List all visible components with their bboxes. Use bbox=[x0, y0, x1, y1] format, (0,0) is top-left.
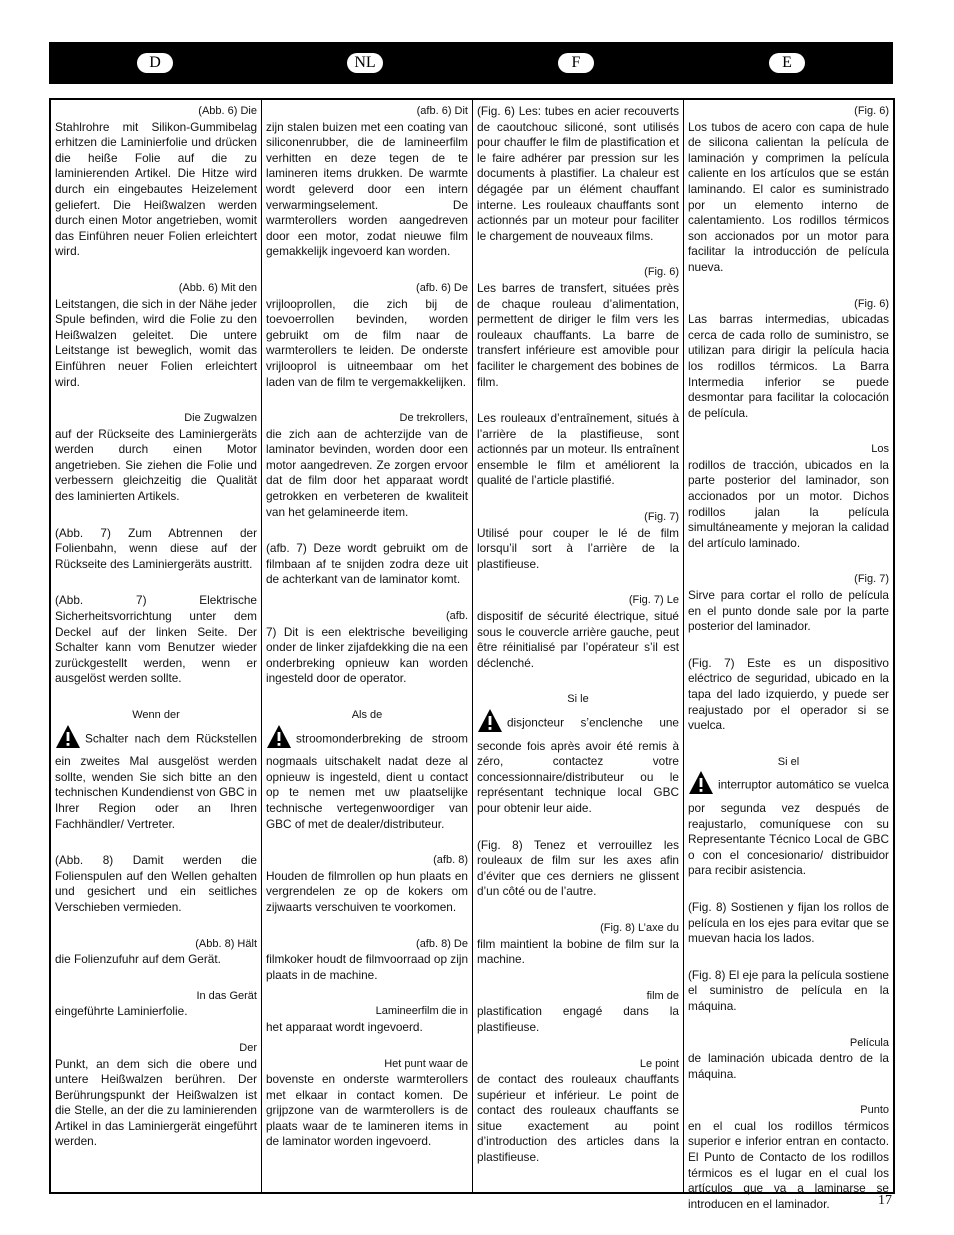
paragraph-head: (Fig. 6) bbox=[644, 266, 679, 279]
paragraph bbox=[688, 104, 889, 276]
paragraph-text: (Fig. 8) Tenez et verrouillez les rouleaux de film sur les axes afin d’éviter que ces derniers ne glissent d’un côté ou de l’autre. bbox=[477, 837, 679, 899]
paragraph-text: Las barras intermedias, ubicadas cerca de cada rollo de suministro, se utilizan para dirigir la película hacia los rodillos térmicos. La Barra Intermedia inferior se puede desmontar para facilitar la colocación de película. bbox=[688, 312, 889, 420]
paragraph bbox=[477, 989, 679, 1036]
paragraph bbox=[688, 1103, 889, 1212]
paragraph-head: Het punt waar de bbox=[384, 1057, 468, 1070]
paragraph-head: Película bbox=[849, 1036, 889, 1049]
warning-triangle-icon bbox=[688, 770, 714, 801]
lang-label-es: E bbox=[769, 53, 805, 73]
column-german bbox=[51, 100, 261, 1192]
paragraph bbox=[477, 921, 679, 968]
warning-triangle-icon bbox=[477, 708, 503, 739]
paragraph-head: Als de bbox=[351, 709, 383, 721]
paragraph bbox=[55, 708, 257, 832]
paragraph bbox=[266, 104, 468, 260]
lang-label-de: D bbox=[137, 53, 173, 73]
paragraph-text: Les barres de transfert, situées près de chaque rouleau d’alimentation, permettent de diriger le film vers les rouleaux chauffants. La barre de transfert inférieure est amovible pour faciliter le chargement des bobines de film. bbox=[477, 280, 679, 389]
paragraph-head: film de bbox=[646, 989, 679, 1002]
paragraph-head: (Fig. 7) bbox=[854, 573, 889, 586]
paragraph-text: plastification engagé dans la plastifieuse. bbox=[477, 1004, 679, 1034]
paragraph-head: Wenn der bbox=[132, 709, 180, 721]
paragraph bbox=[266, 853, 468, 915]
paragraph-head: (Abb. 8) Hält bbox=[195, 937, 257, 950]
paragraph-head: Los bbox=[871, 443, 889, 456]
paragraph-text: bovenste en onderste warmterollers met elkaar in contact komen. De grijpzone van de warmterollers is de plaats waar de te lamineren items in de laminator worden ingevoerd. bbox=[266, 1072, 468, 1149]
paragraph bbox=[55, 937, 257, 968]
paragraph-head: Der bbox=[239, 1041, 257, 1054]
paragraph-text: dispositif de sécurité électrique, situé sous le couvercle arrière gauche, peut être réinitialisé par l’opérateur s’il est déclenché. bbox=[477, 609, 679, 670]
paragraph bbox=[55, 526, 257, 573]
language-header-bar bbox=[49, 42, 893, 84]
paragraph-text: disjoncteur s’enclenche une seconde fois après avoir été remis à zéro, contactez votre concessionnaire/distributeur ou le représentant technique local GBC pour obtenir leur aide. bbox=[477, 715, 679, 815]
paragraph-text: (afb. 7) Deze wordt gebruikt om de filmbaan af te snijden zodra deze uit de achterkant van de laminator komt. bbox=[266, 541, 468, 587]
paragraph-text: het apparaat wordt ingevoerd. bbox=[266, 1019, 423, 1034]
paragraph bbox=[266, 609, 468, 687]
paragraph-text: (Fig. 8) El eje para la película sostiene el suministro de película en la máquina. bbox=[688, 967, 889, 1013]
paragraph bbox=[477, 1057, 679, 1166]
warning-triangle-icon bbox=[266, 724, 292, 755]
paragraph-head: (Abb. 6) Die bbox=[198, 105, 257, 117]
paragraph-head: In das Gerät bbox=[196, 989, 257, 1002]
paragraph bbox=[55, 853, 257, 915]
paragraph-text: rodillos de tracción, ubicados en la parte posterior del laminador, son accionados por un motor. Dichos rodillos jalan la película simultáneamente y mejoran la calidad del artículo laminado. bbox=[688, 457, 889, 550]
paragraph bbox=[266, 411, 468, 520]
paragraph-text: (Abb. 7) Zum Abtrennen der Folienbahn, wenn diese auf der Rückseite des Laminiergeräts austritt. bbox=[55, 525, 257, 571]
lang-label-nl: NL bbox=[347, 53, 383, 73]
paragraph-text: Les rouleaux d’entraînement, situés à l’arrière de la plastifieuse, sont actionnés par un moteur. Ils entraînent ensemble le film et améliorent la qualité de l’article plastifié. bbox=[477, 411, 679, 488]
paragraph bbox=[266, 1057, 468, 1151]
page-number: 17 bbox=[878, 1193, 892, 1208]
paragraph bbox=[688, 442, 889, 551]
paragraph-text: eingeführte Laminierfolie. bbox=[55, 1004, 188, 1019]
paragraph-text: Leitstangen, die sich in der Nähe jeder Spule befinden, wird die Folie zu den Heißwalzen geleitet. Die untere Leitstange ist beweglich, womit das Einführen neuer Folien erleichtert wird. bbox=[55, 296, 257, 389]
paragraph bbox=[477, 510, 679, 572]
paragraph-head: (Fig. 7) Le bbox=[628, 594, 679, 607]
paragraph-head: (afb. 6) Dit bbox=[416, 105, 468, 117]
column-french bbox=[472, 100, 683, 1192]
paragraph-text: (Abb. 8) Damit werden die Folienspulen auf den Wellen gehalten und gesichert und ein seitliches Verschieben vermieden. bbox=[55, 853, 257, 914]
paragraph bbox=[266, 708, 468, 832]
paragraph-text: die zich aan de achterzijde van de laminator bevinden, worden door een motor aangedreven. Ze zorgen ervoor dat de film door het apparaat wordt getrokken en verbeteren de kwaliteit van het gelamineerde item. bbox=[266, 426, 468, 519]
paragraph bbox=[688, 572, 889, 634]
paragraph-text: die Folienzufuhr auf dem Gerät. bbox=[55, 952, 221, 967]
paragraph-text: Utilisé pour couper le lé de film lorsqu’il sort à l’arrière de la plastifieuse. bbox=[477, 525, 679, 571]
paragraph-head: Lamineerfilm die in bbox=[375, 1005, 468, 1018]
paragraph bbox=[477, 104, 679, 244]
paragraph bbox=[55, 1041, 257, 1150]
paragraph bbox=[477, 265, 679, 390]
paragraph-head: De trekrollers, bbox=[399, 412, 468, 425]
paragraph bbox=[266, 1004, 468, 1035]
paragraph-text: Los tubos de acero con capa de hule de silicona calientan la película de laminación y comprimen la película caliente en los artículos que se están laminando. El calor es suministrado por un elemento interno de calentamiento. Los rodillos térmicos son accionados por un motor para facilitar la introducción de película nueva. bbox=[688, 119, 889, 274]
paragraph bbox=[688, 968, 889, 1015]
paragraph-head: Punto bbox=[860, 1104, 889, 1117]
paragraph bbox=[55, 281, 257, 390]
paragraph-text: (Abb. 7) Elektrische Sicherheitsvorrichtung unter dem Deckel auf der linken Seite. Der Schalter kann vom Benutzer wieder zurückgestellt werden, wenn er ausgelöst werden sollte. bbox=[55, 593, 257, 686]
paragraph bbox=[266, 937, 468, 984]
paragraph bbox=[477, 692, 679, 816]
paragraph bbox=[477, 593, 679, 671]
paragraph bbox=[55, 989, 257, 1020]
paragraph-text: vrijlooprollen, die zich bij de toevoerrollen bevinden, worden gebruikt om de film naar de warmterollers te leiden. De onderste vrijlooprol is uitneembaar om het laden van de film te vergemakkelijken. bbox=[266, 296, 468, 389]
paragraph bbox=[477, 838, 679, 900]
paragraph-text: Stahlrohre mit Silikon-Gummibelag erhitzen die Laminierfolie und drücken die heiße Folie auf die zu laminierenden Artikel. Die Hitze wird durch ein eingebautes Heizelement geliefert. Die Heißwalzen werden durch einen Motor angetrieben, womit das Einführen neuer Folien erleichtert wird. bbox=[55, 119, 257, 259]
paragraph-head: (afb. 8) De bbox=[416, 937, 468, 950]
paragraph bbox=[477, 411, 679, 489]
paragraph-text: film maintient la bobine de film sur la machine. bbox=[477, 936, 679, 967]
paragraph bbox=[688, 900, 889, 947]
paragraph bbox=[55, 411, 257, 505]
paragraph-head: Le point bbox=[639, 1057, 679, 1070]
paragraph bbox=[55, 104, 257, 260]
paragraph-head: (Fig. 7) bbox=[644, 511, 679, 524]
paragraph-head: (afb. 6) De bbox=[416, 281, 468, 294]
paragraph-head: (Fig. 6) bbox=[854, 105, 889, 117]
paragraph-head: Si le bbox=[567, 693, 589, 706]
paragraph-head: Si el bbox=[777, 755, 800, 768]
paragraph-text: (Fig. 6) Les: tubes en acier recouverts de caoutchouc siliconé, sont utilisés pour chauffer le film de plastification et le faire adhérer par pression sur les documents à plastifier. La chaleur est dégagée par un élément chauffant interne. Les rouleaux chauffants sont actionnés par un moteur pour faciliter le chargement de nouveaux films. bbox=[477, 104, 679, 243]
paragraph-text: Houden de filmrollen op hun plaats en vergrendelen ze op de kokers om zijwaarts verschuiven te voorkomen. bbox=[266, 868, 468, 914]
paragraph-text: filmkoker houdt de filmvoorraad op zijn plaats in de machine. bbox=[266, 952, 468, 982]
paragraph-text: interruptor automático se vuelca por segunda vez después de reajustarlo, comuníquese con su Representante Técnico Local de GBC o con el concesionario/ distribuidor para recibir asistencia. bbox=[688, 777, 889, 878]
paragraph-text: de laminación ubicada dentro de la máquina. bbox=[688, 1051, 889, 1081]
paragraph bbox=[688, 755, 889, 879]
paragraph bbox=[688, 1036, 889, 1083]
column-dutch bbox=[261, 100, 472, 1192]
paragraph-text: Schalter nach dem Rückstellen ein zweites Mal ausgelöst werden sollte, wenden Sie sich bitte an den technischen Kundendienst von GBC in Ihrer Region oder an Ihren Fachhändler/ Vertreter. bbox=[55, 731, 257, 831]
paragraph-text: stroomonderbreking de stroom nogmaals uitschakelt nadat deze al opnieuw is ingesteld, dient u contact op te nemen met uw plaatselijke technische vertegenwoordiger van GBC of met de dealer/distributeur. bbox=[266, 731, 468, 831]
paragraph-head: (afb. bbox=[445, 610, 468, 623]
paragraph bbox=[266, 541, 468, 588]
paragraph bbox=[688, 656, 889, 734]
paragraph-text: en el cual los rodillos térmicos superior e inferior entran en contacto. El Punto de Contacto de los rodillos térmicos es el lugar en el cual los artículos que va a laminarse se introducen en el laminador. bbox=[688, 1118, 889, 1211]
paragraph-text: (Fig. 8) Sostienen y fijan los rollos de película en los ejes para evitar que se muevan hacia los lados. bbox=[688, 899, 889, 946]
paragraph-head: (Fig. 8) L’axe du bbox=[600, 921, 679, 934]
paragraph-text: Punkt, an dem sich die obere und untere Heißwalzen berühren. Der Berührungspunkt der Heißwalzen ist die Stelle, an der die zu laminierenden Artikel in das Laminiergerät eingeführt werden. bbox=[55, 1056, 257, 1149]
paragraph-text: auf der Rückseite des Laminiergeräts werden durch einen Motor angetrieben. Sie ziehen die Folie und verbessern gleichzeitig die Qualität des laminierten Artikels. bbox=[55, 426, 257, 504]
warning-triangle-icon bbox=[55, 724, 81, 755]
paragraph-head: (Fig. 6) bbox=[854, 297, 889, 310]
paragraph-text: Sirve para cortar el rollo de película en el punto donde sale por la parte posterior del laminador. bbox=[688, 588, 889, 634]
paragraph-text: de contact des rouleaux chauffants supérieur et inférieur. Le point de contact des rouleaux chauffants se situe exactement au point d’introduction des articles dans la plastifieuse. bbox=[477, 1072, 679, 1165]
paragraph-text: 7) Dit is een elektrische beveiliging onder de linker zijafdekking die na een onderbreking opnieuw kan worden ingesteld door de operator. bbox=[266, 624, 468, 686]
paragraph-head: (afb. 8) bbox=[433, 854, 468, 867]
paragraph-text: zijn stalen buizen met een coating van siliconenrubber, die de lamineerfilm verhitten en deze tegen de te lamineren items drukken. De warmte wordt geleverd door een intern verwarmingselement. De warmterollers worden aangedreven door een motor, zodat nieuwe film gemakkelijk ingevoerd kan worden. bbox=[266, 119, 468, 259]
lang-label-fr: F bbox=[558, 53, 594, 73]
paragraph-head: (Abb. 6) Mit den bbox=[178, 281, 257, 294]
paragraph bbox=[55, 593, 257, 687]
paragraph-text: (Fig. 7) Este es un dispositivo eléctrico de seguridad, ubicado en la tapa del lado izquierdo, y puede ser reajustado por el operador si se vuelca. bbox=[688, 655, 889, 733]
paragraph bbox=[688, 297, 889, 422]
paragraph-head: Die Zugwalzen bbox=[184, 412, 257, 425]
paragraph bbox=[266, 281, 468, 390]
